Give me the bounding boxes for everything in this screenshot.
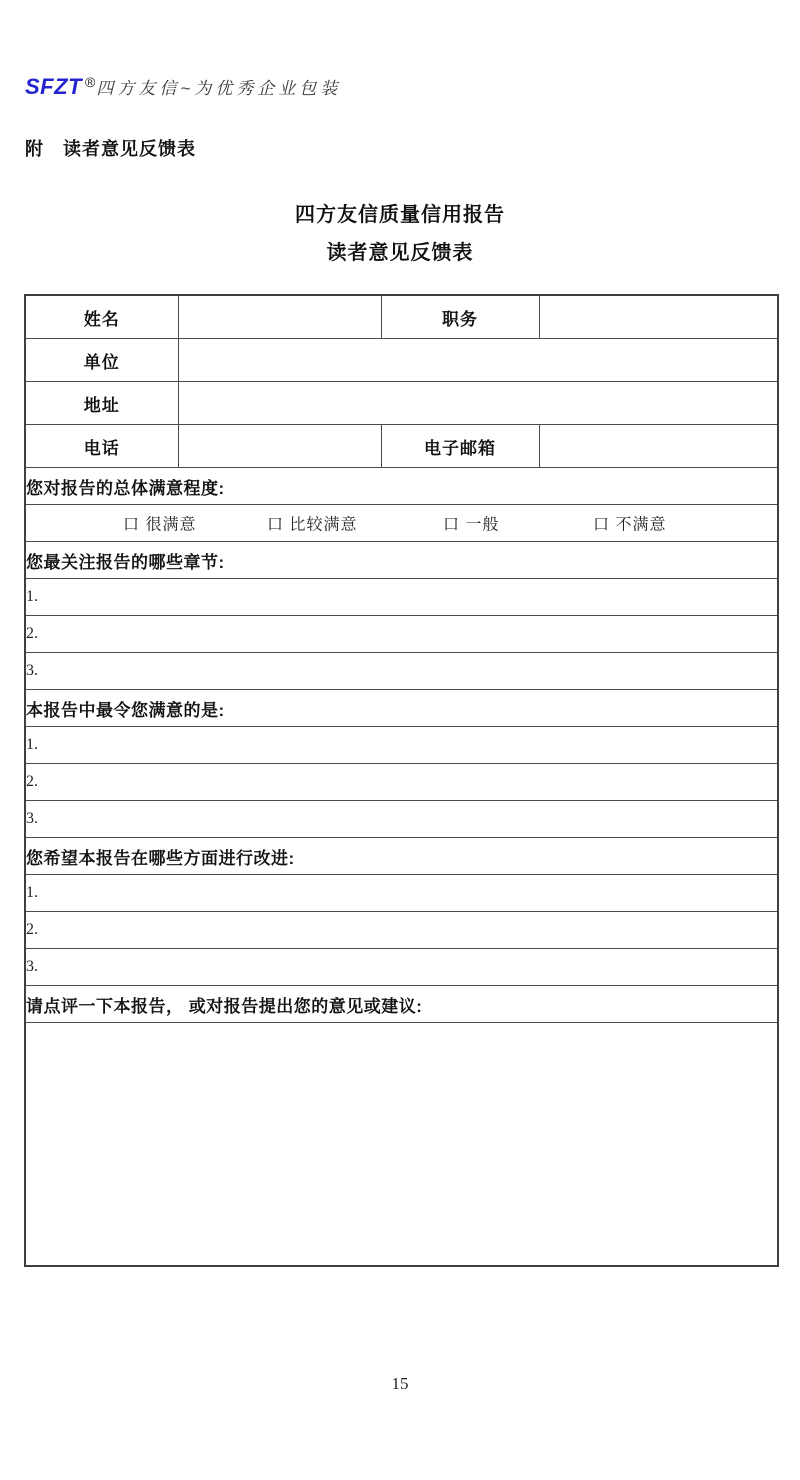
name-label: 姓名 xyxy=(25,295,178,339)
numbered-row: 1. xyxy=(25,875,778,912)
email-value-cell xyxy=(539,425,778,468)
table-row xyxy=(25,764,778,801)
numbered-row: 3. xyxy=(25,653,778,690)
registered-trademark-icon: ® xyxy=(85,74,96,90)
company-label: 单位 xyxy=(25,339,178,382)
job-value-cell xyxy=(539,295,778,339)
table-row xyxy=(25,616,778,653)
option-neutral: 口 一般 xyxy=(443,516,500,534)
numbered-row: 2. xyxy=(25,764,778,801)
numbered-row: 3. xyxy=(25,801,778,838)
feedback-form-table xyxy=(24,294,779,1267)
name-value-cell xyxy=(178,295,381,339)
address-label: 地址 xyxy=(25,382,178,425)
table-row xyxy=(25,949,778,986)
address-value-cell xyxy=(178,382,778,425)
option-unsatisfied: 口 不满意 xyxy=(593,516,667,534)
brand-tagline: 四方友信~为优秀企业包装 xyxy=(96,79,342,98)
table-row xyxy=(25,875,778,912)
table-row xyxy=(25,912,778,949)
brand-logo: SFZT xyxy=(25,74,82,99)
company-value-cell xyxy=(178,339,778,382)
numbered-row: 3. xyxy=(25,949,778,986)
section-question-improvements: 您希望本报告在哪些方面进行改进: xyxy=(25,838,778,875)
phone-value-cell xyxy=(178,425,381,468)
brand-header xyxy=(25,74,341,103)
numbered-row: 2. xyxy=(25,912,778,949)
table-row xyxy=(25,425,778,468)
section-question-most-satisfying: 本报告中最令您满意的是: xyxy=(25,690,778,727)
table-row xyxy=(25,801,778,838)
document-title xyxy=(0,196,800,272)
table-row xyxy=(25,690,778,727)
table-row xyxy=(25,542,778,579)
table-row xyxy=(25,653,778,690)
comment-box xyxy=(25,1023,778,1267)
table-row xyxy=(25,295,778,339)
page-number: 15 xyxy=(391,1374,409,1393)
table-row xyxy=(25,1023,778,1267)
satisfaction-options xyxy=(25,505,778,542)
table-row xyxy=(25,986,778,1023)
table-row xyxy=(25,468,778,505)
comment-prompt: 请点评一下本报告， 或对报告提出您的意见或建议: xyxy=(25,986,778,1023)
option-fairly-satisfied: 口 比较满意 xyxy=(267,516,358,534)
attachment-heading: 附 读者意见反馈表 xyxy=(25,139,196,159)
table-row xyxy=(25,339,778,382)
numbered-row: 1. xyxy=(25,579,778,616)
numbered-row: 2. xyxy=(25,616,778,653)
satisfaction-question: 您对报告的总体满意程度: xyxy=(25,468,778,505)
table-row xyxy=(25,505,778,542)
section-question-chapters: 您最关注报告的哪些章节: xyxy=(25,542,778,579)
document-title-line1: 四方友信质量信用报告 xyxy=(295,204,505,226)
option-very-satisfied: 口 很满意 xyxy=(123,516,197,534)
email-label: 电子邮箱 xyxy=(381,425,539,468)
table-row xyxy=(25,838,778,875)
document-title-line2: 读者意见反馈表 xyxy=(326,242,474,264)
table-row xyxy=(25,382,778,425)
job-label: 职务 xyxy=(381,295,539,339)
table-row xyxy=(25,727,778,764)
numbered-row: 1. xyxy=(25,727,778,764)
phone-label: 电话 xyxy=(25,425,178,468)
table-row xyxy=(25,579,778,616)
